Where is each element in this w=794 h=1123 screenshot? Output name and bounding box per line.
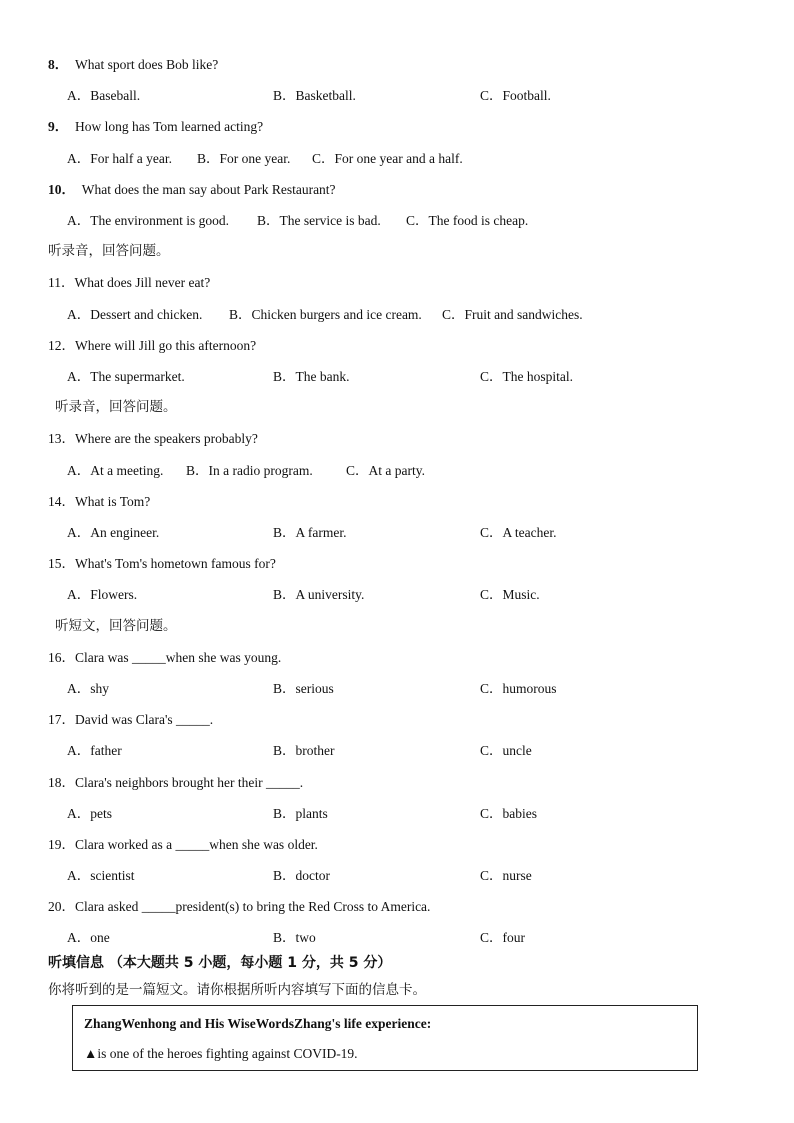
section-intro: 你将听到的是一篇短文。请你根据所听内容填写下面的信息卡。 [48,982,426,998]
question-14: 14．What is Tom? [48,494,151,509]
option-b: B．serious [273,681,334,696]
question-17: 17．David was Clara's _____. [48,712,214,727]
option-c: C．Music. [480,587,540,602]
question-text: What's Tom's hometown famous for? [75,556,276,571]
option-c: C．nurse [480,868,532,883]
option-b: B．For one year. [197,151,291,166]
option-c: C．Football. [480,88,551,103]
question-10: 10． What does the man say about Park Restaurant? [48,182,336,197]
question-20: 20．Clara asked _____president(s) to bring the Red Cross to America. [48,899,431,914]
option-c: C．humorous [480,681,557,696]
question-18: 18．Clara's neighbors brought her their _____. [48,775,304,790]
option-a: A．Flowers. [67,587,138,602]
option-a: A．The environment is good. [67,213,229,228]
option-c: C．For one year and a half. [312,151,463,166]
option-b: B．plants [273,806,328,821]
question-text: Clara asked _____president(s) to bring the Red Cross to America. [75,899,431,914]
option-a: A．The supermarket. [67,369,185,384]
option-a: A．one [67,930,110,945]
option-b: B．two [273,930,316,945]
question-text: Clara was _____when she was young. [75,650,282,665]
option-a: A．scientist [67,868,135,883]
question-text: Where will Jill go this afternoon? [75,338,257,353]
option-c: C．four [480,930,525,945]
instruction-listen-passage: 听短文，回答问题。 [55,618,177,634]
option-a: A．Dessert and chicken. [67,307,203,322]
option-b: B．Chicken burgers and ice cream. [229,307,422,322]
info-card [72,1005,698,1071]
info-card-title: ZhangWenhong and His WiseWordsZhang's life experience: [84,1016,432,1031]
option-b: B．brother [273,743,335,758]
option-c: C．babies [480,806,537,821]
question-16: 16．Clara was _____when she was young. [48,650,282,665]
question-text: What sport does Bob like? [75,57,219,72]
option-a: A．An engineer. [67,525,160,540]
option-a: A．At a meeting. [67,463,164,478]
option-b: B．In a radio program. [186,463,313,478]
option-a: A．Baseball. [67,88,141,103]
question-text: What does Jill never eat? [74,275,211,290]
option-a: A．shy [67,681,110,696]
question-text: Where are the speakers probably? [75,431,258,446]
question-13: 13．Where are the speakers probably? [48,431,258,446]
option-c: C．uncle [480,743,532,758]
option-c: C．The food is cheap. [406,213,529,228]
question-15: 15．What's Tom's hometown famous for? [48,556,276,571]
info-card-line: ▲is one of the heroes fighting against COVID-19. [84,1046,358,1061]
option-c: C．Fruit and sandwiches. [442,307,583,322]
question-19: 19．Clara worked as a _____when she was older. [48,837,318,852]
question-text: What does the man say about Park Restaurant? [81,182,336,197]
question-text: How long has Tom learned acting? [75,119,264,134]
option-c: C．At a party. [346,463,425,478]
question-8: 8． What sport does Bob like? [48,57,219,72]
question-text: Clara's neighbors brought her their _____. [75,775,304,790]
question-text: David was Clara's _____. [75,712,214,727]
option-b: B．doctor [273,868,330,883]
option-a: A．For half a year. [67,151,172,166]
option-a: A．pets [67,806,112,821]
option-c: C．The hospital. [480,369,573,384]
option-a: A．father [67,743,122,758]
option-c: C．A teacher. [480,525,557,540]
question-12: 12．Where will Jill go this afternoon? [48,338,257,353]
question-9: 9． How long has Tom learned acting? [48,119,264,134]
instruction-listen-answer: 听录音，回答问题。 [55,399,177,415]
question-11: 11．What does Jill never eat? [48,275,211,290]
option-b: B．The bank. [273,369,350,384]
option-b: B．Basketball. [273,88,356,103]
option-b: B．A farmer. [273,525,347,540]
question-text: What is Tom? [75,494,151,509]
section-title: 听填信息 （本大题共 5 小题，每小题 1 分，共 5 分） [48,955,392,971]
question-text: Clara worked as a _____when she was older. [75,837,318,852]
option-b: B．A university. [273,587,365,602]
instruction-listen-answer: 听录音，回答问题。 [48,243,170,259]
option-b: B．The service is bad. [257,213,381,228]
